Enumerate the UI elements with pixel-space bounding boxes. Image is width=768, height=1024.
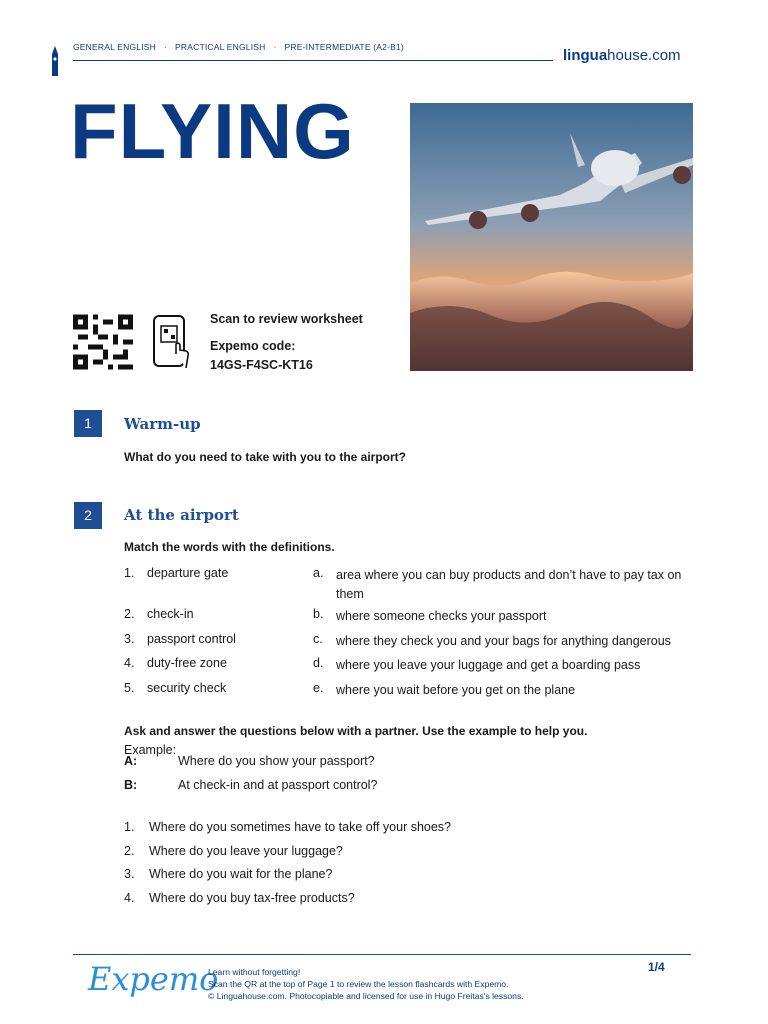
warmup-question: What do you need to take with you to the airport?: [124, 450, 406, 464]
matching-instruction: Match the words with the definitions.: [124, 540, 335, 554]
site-logo[interactable]: linguahouse.com: [563, 47, 681, 64]
page-title: FLYING: [70, 87, 355, 175]
item-number: 3.: [124, 632, 135, 646]
pair-instruction: Ask and answer the questions below with a partner. Use the example to help you.: [124, 724, 588, 738]
section-number-badge: 2: [74, 502, 102, 529]
breadcrumb-item[interactable]: PRACTICAL ENGLISH: [175, 42, 266, 52]
footer-divider: [73, 954, 691, 955]
footer-tagline: Learn without forgetting!: [208, 967, 301, 977]
item-number: 2.: [124, 607, 135, 621]
item-number: 5.: [124, 681, 135, 695]
breadcrumb-item[interactable]: PRE-INTERMEDIATE (A2-B1): [284, 42, 404, 52]
page-number: 1/4: [648, 960, 665, 974]
item-number: 3.: [124, 867, 135, 881]
breadcrumb: [73, 42, 404, 52]
airplane-photo: [410, 103, 693, 371]
word: departure gate: [147, 566, 229, 580]
word: duty-free zone: [147, 656, 227, 670]
question-text: Where do you leave your luggage?: [149, 844, 343, 858]
phone-scan-icon: [152, 314, 190, 371]
footer-text: [208, 966, 524, 1002]
section-number-badge: 1: [74, 410, 102, 437]
item-number: 1.: [124, 566, 135, 580]
word: check-in: [147, 607, 194, 621]
breadcrumb-item[interactable]: GENERAL ENGLISH: [73, 42, 156, 52]
item-number: 2.: [124, 844, 135, 858]
item-number: 4.: [124, 891, 135, 905]
definition-letter: c.: [313, 632, 323, 646]
footer-copyright: © Linguahouse.com. Photocopiable and licensed for use in Hugo Freitas's lessons.: [208, 991, 524, 1001]
example-line: Where do you show your passport?: [178, 754, 375, 768]
item-number: 4.: [124, 656, 135, 670]
expemo-code: 14GS-F4SC-KT16: [210, 358, 313, 372]
definition-letter: a.: [313, 566, 324, 580]
question-text: Where do you buy tax-free products?: [149, 891, 355, 905]
word: passport control: [147, 632, 236, 646]
example-label: Example:: [124, 743, 177, 757]
question-text: Where do you sometimes have to take off your shoes?: [149, 820, 452, 834]
example-line: At check-in and at passport control?: [178, 778, 378, 792]
definition-letter: b.: [313, 607, 324, 621]
item-number: 1.: [124, 820, 135, 834]
definition: where someone checks your passport: [336, 609, 547, 623]
header-divider: [73, 60, 553, 61]
scan-label: Scan to review worksheet: [210, 312, 363, 326]
definition: area where you can buy products and don’t have to pay tax on them: [336, 568, 682, 601]
question-text: Where do you wait for the plane?: [149, 867, 333, 881]
section-title: Warm-up: [124, 415, 201, 433]
speaker-label: A:: [124, 754, 138, 768]
definition-letter: d.: [313, 656, 324, 670]
breadcrumb-separator: ·: [273, 42, 277, 52]
expemo-code-label: Expemo code:: [210, 339, 296, 353]
definition: where you leave your luggage and get a boarding pass: [336, 658, 641, 672]
definition: where you wait before you get on the plane: [336, 683, 576, 697]
footer-note: Scan the QR at the top of Page 1 to review the lesson flashcards with Expemo.: [208, 979, 509, 989]
definition: where they check you and your bags for anything dangerous: [336, 634, 671, 648]
breadcrumb-separator: ·: [164, 42, 168, 52]
big-ben-logo-icon: [50, 46, 60, 76]
expemo-logo[interactable]: Expemo: [88, 960, 219, 998]
speaker-label: B:: [124, 778, 138, 792]
section-title: At the airport: [124, 506, 239, 524]
definition-letter: e.: [313, 681, 324, 695]
qr-code-icon[interactable]: [73, 314, 133, 370]
word: security check: [147, 681, 227, 695]
